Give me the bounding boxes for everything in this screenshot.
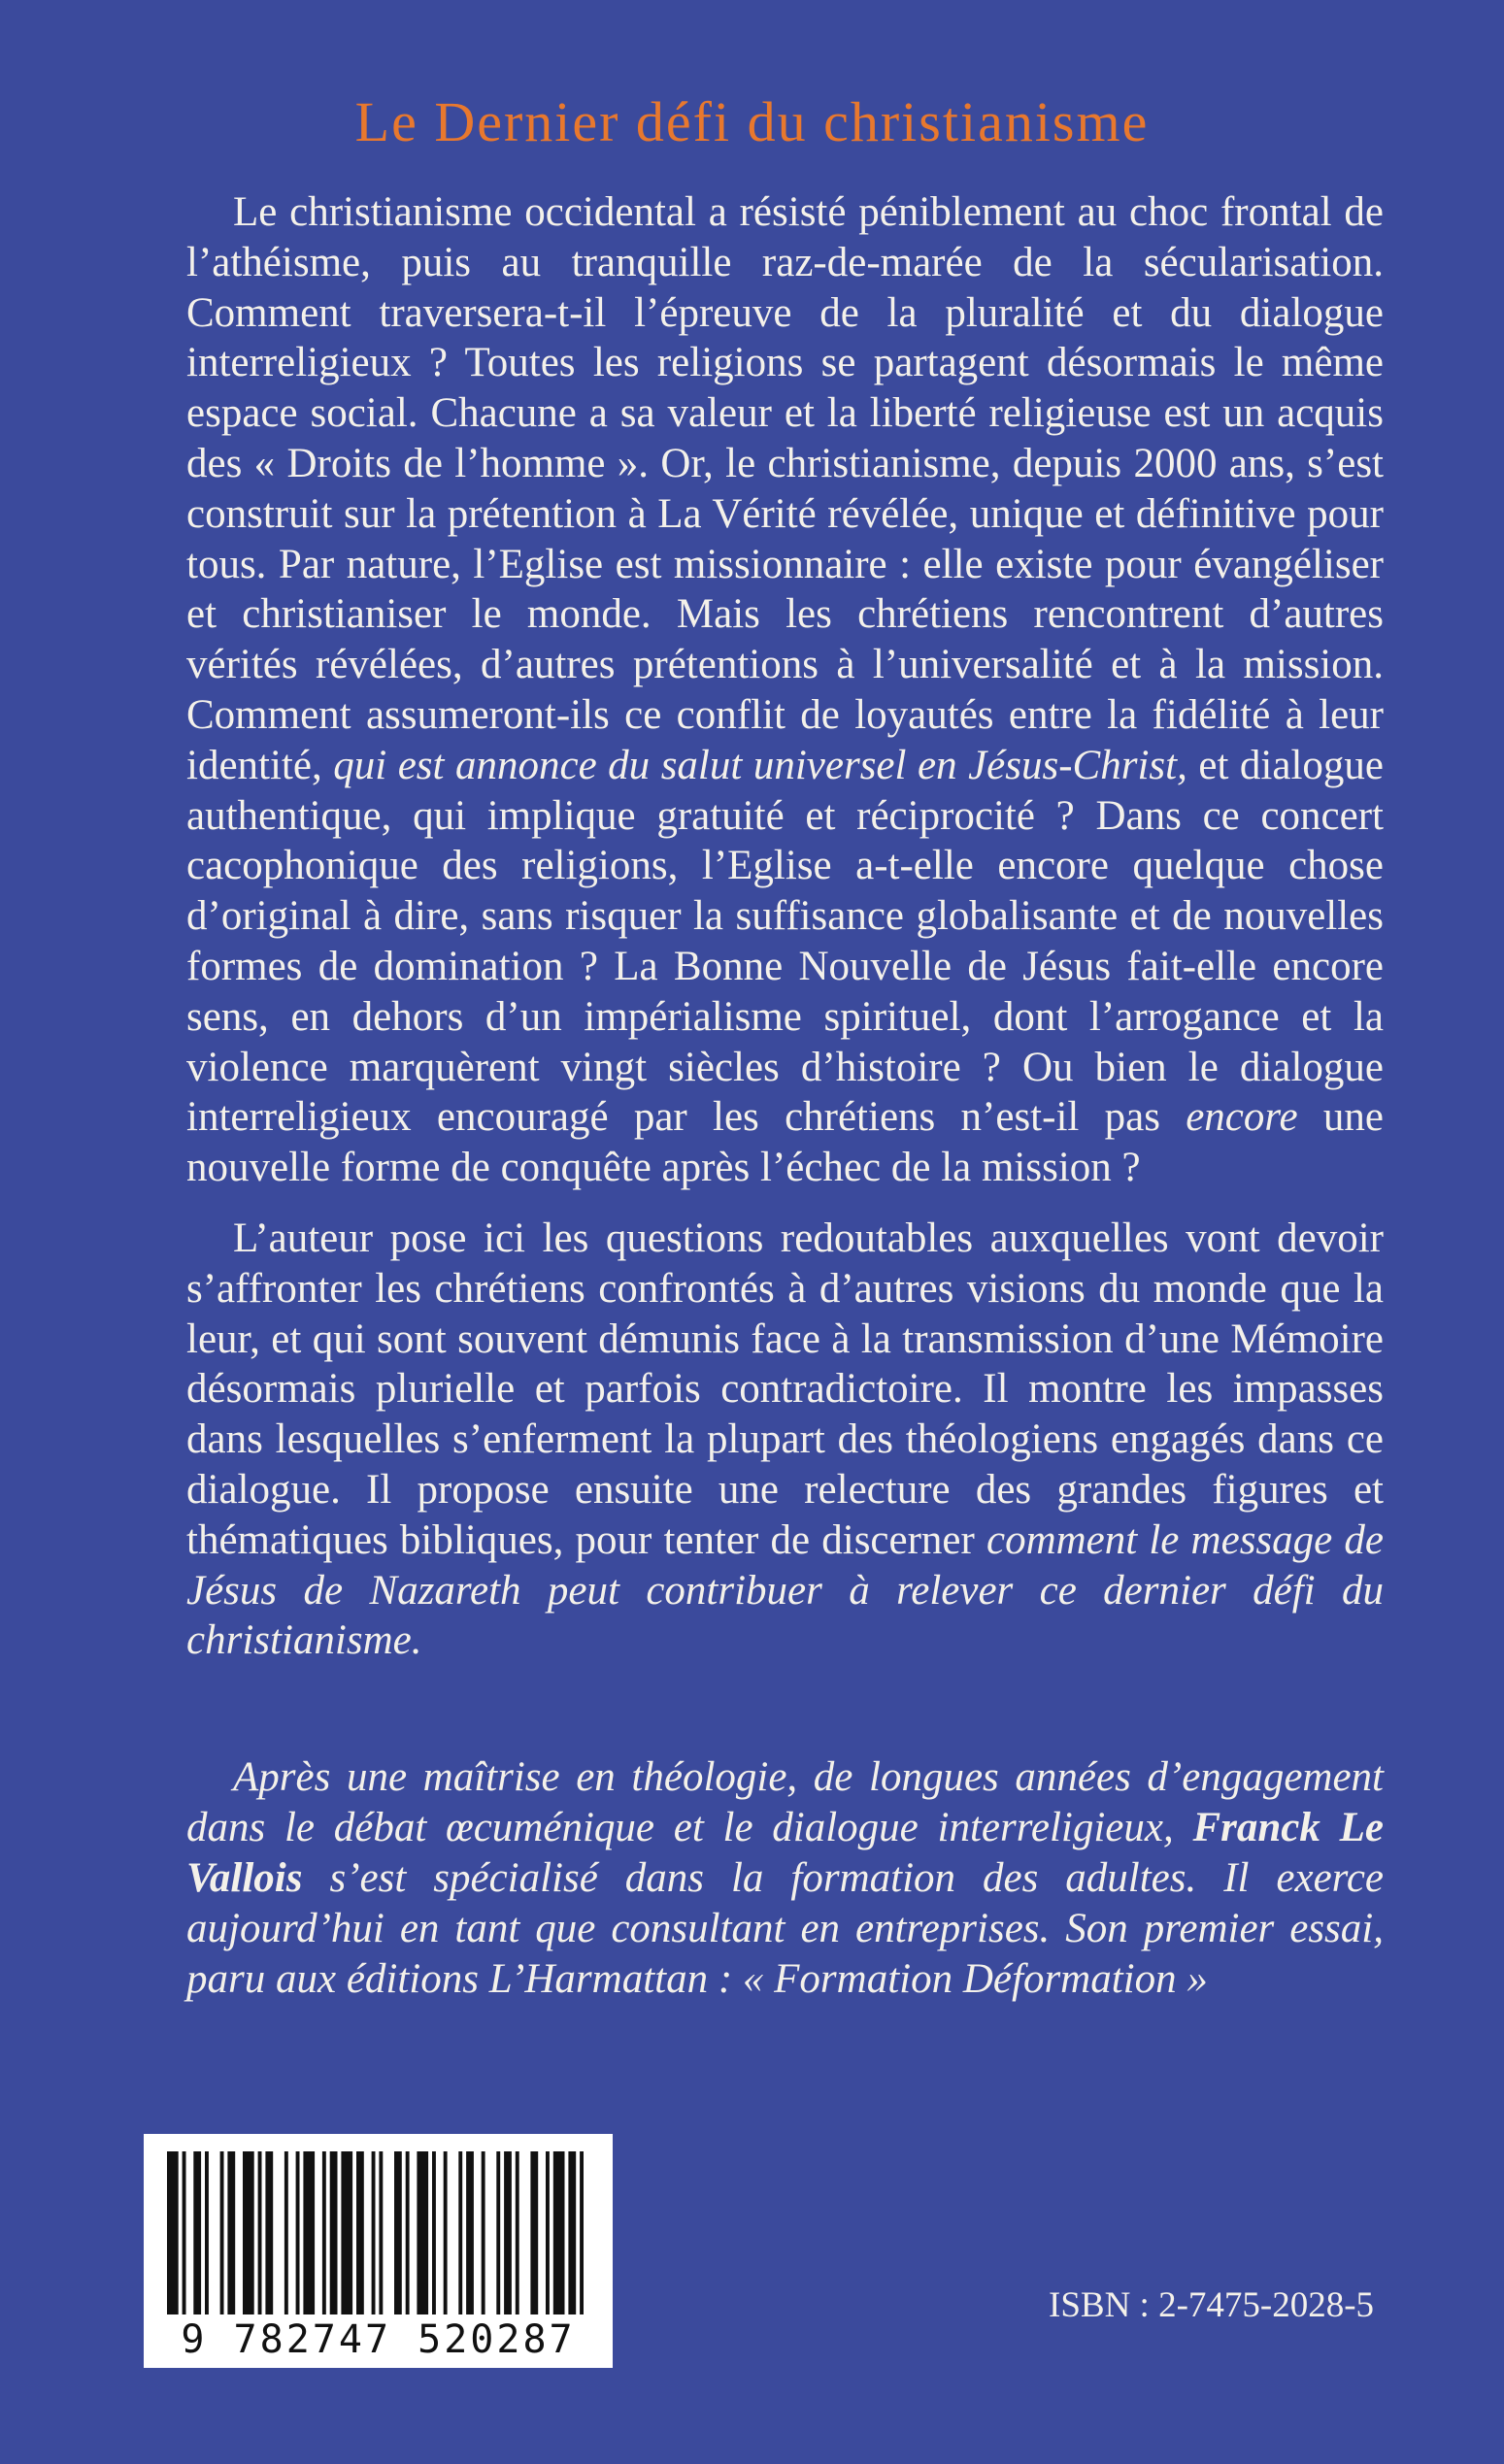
barcode-bar [330, 2151, 338, 2314]
author-name: Franck Le Vallois [186, 1805, 1384, 1901]
barcode [144, 2134, 613, 2368]
barcode-bar [432, 2151, 436, 2314]
barcode-bar [227, 2151, 235, 2314]
barcode-bar [205, 2151, 209, 2314]
barcode-bar [458, 2151, 462, 2314]
author-bio: Après une maîtrise en théologie, de longues années d’engagement dans le débat œcuménique et le dialogue interreligieux, Franck Le Vallois s’est spécialisé dans la formation des adultes. Il exerce aujourd’hui en tant que consultant en entreprises. Son premier essai, paru aux éditions L’Harmattan : « Formation Déformation » [186, 1754, 1384, 2002]
barcode-bar [516, 2151, 519, 2314]
barcode-bar [341, 2151, 352, 2314]
barcode-bar [417, 2151, 428, 2314]
barcode-bar [546, 2151, 550, 2314]
barcode-digits: 9 782747 520287 [144, 2317, 613, 2362]
barcode-bar [356, 2151, 364, 2314]
barcode-bar [284, 2151, 288, 2314]
barcode-bar [372, 2151, 376, 2314]
barcode-bar [482, 2151, 485, 2314]
author-intent-text [186, 1214, 1384, 1666]
barcode-bar [220, 2151, 224, 2314]
barcode-bar [504, 2151, 512, 2314]
barcode-bar [530, 2151, 538, 2314]
barcode-bar [379, 2151, 383, 2314]
barcode-bar [406, 2151, 410, 2314]
author-intent-paragraph: L’auteur pose ici les questions redoutables auxquelles vont devoir s’affronter les chrétiens confrontés à d’autres visions du monde que la leur, et qui sont souvent démunis face à la transmission d’une Mémoire désormais plurielle et parfois contradictoire. Il montre les impasses dans lesquelles s’enferment la plupart des théologiens engagés dans ce dialogue. Il propose ensuite une relecture des grandes figures et thématiques bibliques, pour tenter de discerner comment le message de Jésus de Nazareth peut contribuer à relever ce dernier défi du christianisme. [186, 1215, 1384, 1664]
barcode-bar [568, 2151, 576, 2314]
barcode-bar [466, 2151, 474, 2314]
barcode-bar [496, 2151, 500, 2314]
barcode-bar [167, 2151, 179, 2314]
summary-text [186, 187, 1384, 1193]
book-title: Le Dernier défi du christianisme [354, 90, 1150, 153]
barcode-bar [258, 2151, 262, 2314]
barcode-bar [193, 2151, 201, 2314]
barcode-bar [322, 2151, 326, 2314]
barcode-bar [553, 2151, 565, 2314]
barcode-bars [163, 2151, 593, 2314]
barcode-bar [394, 2151, 402, 2314]
barcode-bar [580, 2151, 584, 2314]
barcode-bar [444, 2151, 448, 2314]
barcode-bar [296, 2151, 300, 2314]
barcode-bar [243, 2151, 254, 2314]
barcode-bar [183, 2151, 186, 2314]
barcode-bar [265, 2151, 273, 2314]
barcode-bar [303, 2151, 315, 2314]
isbn-number: ISBN : 2-7475-2028-5 [1049, 2285, 1375, 2325]
summary-paragraph: Le christianisme occidental a résisté péniblement au choc frontal de l’athéisme, puis au tranquille raz-de-marée de la sécularisation. Comment traversera-t-il l’épreuve de la pluralité et du dialogue interreligieux ? Toutes les religions se partagent désormais le même espace social. Chacune a sa valeur et la liberté religieuse est un acquis des « Droits de l’homme ». Or, le christianisme, depuis 2000 ans, s’est construit sur la prétention à La Vérité révélée, unique et définitive pour tous. Par nature, l’Eglise est missionnaire : elle existe pour évangéliser et christianiser le monde. Mais les chrétiens rencontrent d’autres vérités révélées, d’autres prétentions à l’universalité et à la mission. Comment assumeront-ils ce conflit de loyautés entre la fidélité à leur identité, qui est annonce du salut universel en Jésus-Christ, et dialogue authentique, qui implique gratuité et réciprocité ? Dans ce concert cacophonique des religions, l’Eglise a-t-elle encore quelque chose d’original à dire, sans risquer la suffisance globalisante et de nouvelles formes de domination ? La Bonne Nouvelle de Jésus fait-elle encore sens, en dehors d’un impérialisme spirituel, dont l’arrogance et la violence marquèrent vingt siècles d’histoire ? Ou bien le dialogue interreligieux encouragé par les chrétiens n’est-il pas encore une nouvelle forme de conquête après l’échec de la mission ? [186, 189, 1384, 1191]
